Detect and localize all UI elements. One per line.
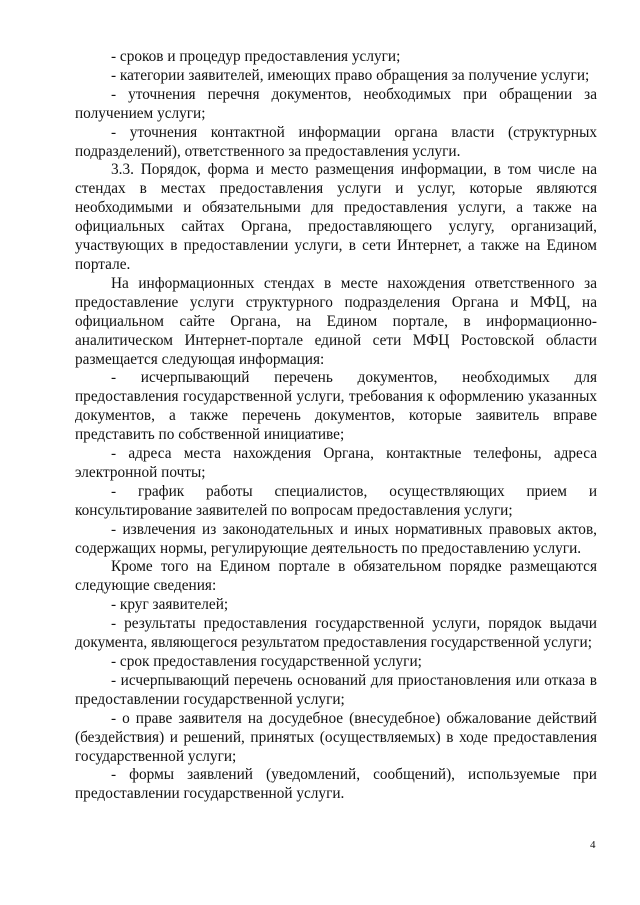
paragraph-15: - исчерпывающий перечень оснований для приостановления или отказа в предоставлении государственной услуги; xyxy=(75,671,597,708)
paragraph-3: - уточнения перечня документов, необходимых при обращении за получением услуги; xyxy=(75,85,597,122)
paragraph-17: - формы заявлений (уведомлений, сообщений), используемые при предоставлении государственной услуги. xyxy=(75,766,597,803)
paragraph-9: - график работы специалистов, осуществляющих прием и консультирование заявителей по вопросам предоставления услуги; xyxy=(75,482,597,519)
paragraph-7: - исчерпывающий перечень документов, необходимых для предоставления государственной услуги, требования к оформлению указанных документов, а также перечень документов, которые заявитель вправе представить по собственной инициативе; xyxy=(75,369,597,444)
paragraph-8: - адреса места нахождения Органа, контактные телефоны, адреса электронной почты; xyxy=(75,445,597,481)
paragraph-6: На информационных стендах в месте нахождения ответственного за предоставление услуги структурного подразделения Органа и МФЦ, на официальном сайте Органа, на Едином портале, в информационно-аналитическом Интернет-портале единой сети МФЦ Ростовской области размещается следующая информация: xyxy=(75,274,597,368)
paragraph-16: - о праве заявителя на досудебное (внесудебное) обжалование действий (бездействия) и решений, принятых (осуществляемых) в ходе предоставления государственной услуги; xyxy=(75,709,597,765)
page-number: 4 xyxy=(590,839,596,851)
document-page xyxy=(75,48,597,804)
paragraph-4: - уточнения контактной информации органа власти (структурных подразделений), ответственного за предоставления услуги. xyxy=(75,123,597,160)
paragraph-10: - извлечения из законодательных и иных нормативных правовых актов, содержащих нормы, регулирующие деятельность по предоставлению услуги. xyxy=(75,520,597,557)
paragraph-12: - круг заявителей; xyxy=(111,596,229,614)
paragraph-5: 3.3. Порядок, форма и место размещения информации, в том числе на стендах в местах предоставления услуги и услуг, которые являются необходимыми и обязательными для предоставления услуги, а также на официальных сайтах Органа, предоставляющего услугу, организаций, участвующих в предоставлении услуги, в сети Интернет, а также на Едином портале. xyxy=(75,161,597,273)
paragraph-1: - сроков и процедур предоставления услуги; xyxy=(111,48,401,65)
paragraph-14: - срок предоставления государственной услуги; xyxy=(111,653,422,670)
paragraph-11: Кроме того на Едином портале в обязательном порядке размещаются следующие сведения: xyxy=(75,558,597,595)
paragraph-2: - категории заявителей, имеющих право обращения за получение услуги; xyxy=(111,66,590,84)
paragraph-13: - результаты предоставления государственной услуги, порядок выдачи документа, являющегося результатом предоставления государственной услуги; xyxy=(75,615,597,652)
